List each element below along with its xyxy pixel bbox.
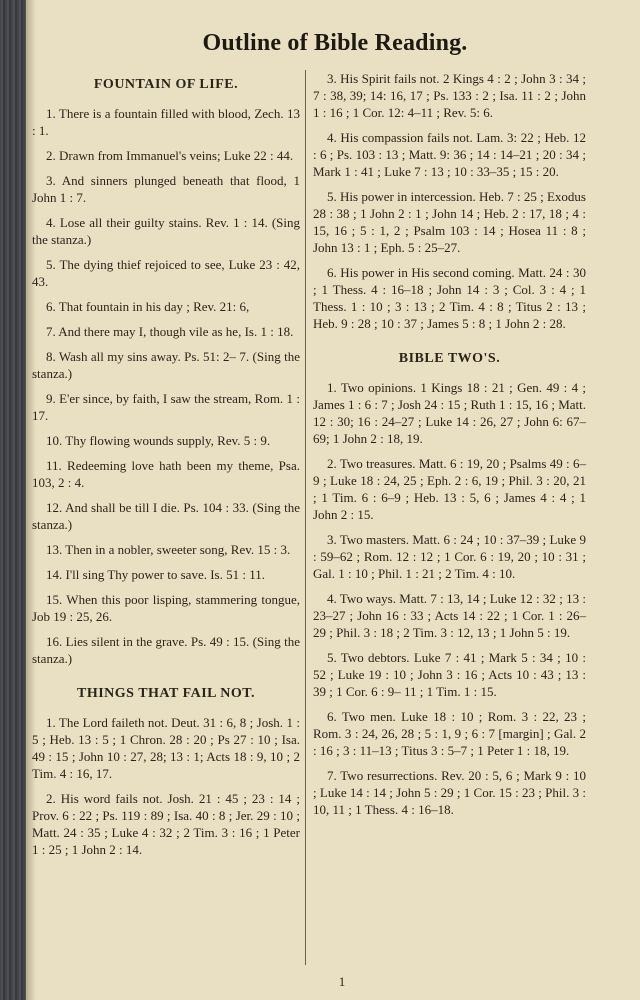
fountain-entry: 9. E'er since, by faith, I saw the stream, Rom. 1 : 17.: [32, 391, 300, 423]
page-number: 1: [338, 974, 346, 989]
fountain-entry: 7. And there may I, though vile as he, Is. 1 : 18.: [46, 324, 294, 339]
fail-not-entry: 6. His power in His second coming. Matt. 24 : 30 ; 1 Thess. 4 : 16–18 ; John 14 : 3 ; Col. 3 : 4 ; 1 Thess. 1 : 10 ; 3 : 13 ; 2 Tim. 4 : 8 ; Titus 2 : 13 ; Heb. 9 : 28 ; 10 : 37 ; James 5 : 8 ; 1 John 2 : 28.: [313, 265, 586, 331]
fountain-entry: 3. And sinners plunged beneath that flood, 1 John 1 : 7.: [32, 173, 300, 205]
page: [30, 0, 640, 1000]
right-column: [313, 70, 586, 826]
fail-not-entry: 3. His Spirit fails not. 2 Kings 4 : 2 ; John 3 : 34 ; 7 : 38, 39; 14: 16, 17 ; Ps. 133 : 2 ; Isa. 11 : 2 ; John 1 : 16 ; 1 Cor. 12: 4–11 ; Rev. 5: 6.: [313, 71, 586, 120]
bible-twos-entry: 6. Two men. Luke 18 : 10 ; Rom. 3 : 22, 23 ; Rom. 3 : 24, 26, 28 ; 5 : 1, 9 ; 6 : 7 [margin] ; Gal. 2 : 16 ; 3 : 11–13 ; Titus 3 : 5–7 ; 1 Peter 1 : 18, 19.: [313, 709, 586, 758]
heading-fountain-of-life: FOUNTAIN OF LIFE.: [93, 77, 239, 92]
heading-bible-twos: BIBLE TWO'S.: [398, 351, 501, 366]
fountain-entry: 4. Lose all their guilty stains. Rev. 1 : 14. (Sing the stanza.): [32, 215, 300, 247]
bible-twos-entry: 5. Two debtors. Luke 7 : 41 ; Mark 5 : 34 ; 10 : 52 ; Luke 19 : 10 ; John 3 : 16 ; Acts 10 : 43 ; 13 : 39 ; 1 Cor. 6 : 9– 11 ; 1 Tim. 1 : 15.: [313, 650, 586, 699]
fountain-entry: 8. Wash all my sins away. Ps. 51: 2– 7. (Sing the stanza.): [32, 349, 300, 381]
bible-twos-entry: 3. Two masters. Matt. 6 : 24 ; 10 : 37–39 ; Luke 9 : 59–62 ; Rom. 12 : 12 ; 1 Cor. 6 : 19, 20 ; 10 : 31 ; Gal. 1 : 10 ; Phil. 1 : 21 ; 2 Tim. 4 : 10.: [313, 532, 586, 581]
fail-not-entry: 2. His word fails not. Josh. 21 : 45 ; 23 : 14 ; Prov. 6 : 22 ; Ps. 119 : 89 ; Isa. 40 : 8 ; Jer. 29 : 10 ; Matt. 24 : 35 ; Luke 4 : 32 ; 2 Tim. 3 : 16 ; 1 Peter 1 : 25 ; 1 John 2 : 14.: [32, 791, 300, 857]
fountain-entry: 13. Then in a nobler, sweeter song, Rev. 15 : 3.: [46, 542, 291, 557]
bible-twos-entry: 4. Two ways. Matt. 7 : 13, 14 ; Luke 12 : 32 ; 13 : 23–27 ; John 16 : 33 ; Acts 14 : 22 ; 1 Cor. 1 : 26–29 ; Phil. 3 : 18 ; 2 Tim. 3 : 12, 13 ; 1 John 5 : 19.: [313, 591, 586, 640]
fail-not-entry: 1. The Lord faileth not. Deut. 31 : 6, 8 ; Josh. 1 : 5 ; Heb. 13 : 5 ; 1 Chron. 28 : 20 ; Ps 27 : 10 ; Isa. 49 : 15 ; John 10 : 27, 28; 13 : 1; Acts 18 : 9, 10 ; 2 Tim. 4 : 16, 17.: [32, 715, 300, 781]
fountain-entry: 2. Drawn from Immanuel's veins; Luke 22 : 44.: [46, 148, 294, 163]
bible-twos-entry: 1. Two opinions. 1 Kings 18 : 21 ; Gen. 49 : 4 ; James 1 : 6 : 7 ; Josh 24 : 15 ; Ruth 1 : 15, 16 ; Matt. 12 : 30; 16 : 24–27 ; Luke 14 : 26, 27 ; John 6: 67–69; 1 John 2 : 18, 19.: [313, 380, 587, 446]
column-divider: [305, 70, 306, 965]
heading-things-that-fail-not: THINGS THAT FAIL NOT.: [76, 686, 256, 701]
fountain-entry: 12. And shall be till I die. Ps. 104 : 33. (Sing the stanza.): [32, 500, 300, 532]
bible-twos-entry: 7. Two resurrections. Rev. 20 : 5, 6 ; Mark 9 : 10 ; Luke 14 : 14 ; John 5 : 29 ; 1 Cor. 15 : 23 ; Phil. 3 : 10, 11 ; 1 Thess. 4 : 16–18.: [313, 768, 586, 817]
fountain-entry: 11. Redeeming love hath been my theme, Psa. 103, 2 : 4.: [32, 458, 300, 490]
fail-not-entry: 4. His compassion fails not. Lam. 3: 22 ; Heb. 12 : 6 ; Ps. 103 : 13 ; Matt. 9: 36 ; 14 : 14–21 ; 20 : 34 ; Mark 1 : 41 ; Luke 7 : 13 ; 10 : 33–35 ; 15 : 20.: [313, 130, 586, 179]
page-title: Outline of Bible Reading.: [202, 30, 468, 56]
fountain-entry: 10. Thy flowing wounds supply, Rev. 5 : 9.: [46, 433, 271, 448]
fail-not-entry: 5. His power in intercession. Heb. 7 : 25 ; Exodus 28 : 38 ; 1 John 2 : 1 ; John 14 ; Heb. 2 : 17, 18 ; 4 : 15, 16 ; 5 : 1, 2 ; Psalm 103 : 14 ; Hosea 11 : 8 ; John 13 : 1 ; Eph. 5 : 25–27.: [313, 189, 586, 255]
fountain-entry: 14. I'll sing Thy power to save. Is. 51 : 11.: [46, 567, 265, 582]
fountain-entry: 5. The dying thief rejoiced to see, Luke 23 : 42, 43.: [32, 257, 300, 289]
book-spine: [0, 0, 26, 1000]
fountain-entry: 1. There is a fountain filled with blood, Zech. 13 : 1.: [32, 106, 300, 138]
left-column: [32, 70, 300, 866]
fountain-entry: 6. That fountain in his day ; Rev. 21: 6,: [46, 299, 250, 314]
fountain-entry: 16. Lies silent in the grave. Ps. 49 : 15. (Sing the stanza.): [32, 634, 300, 666]
bible-twos-entry: 2. Two treasures. Matt. 6 : 19, 20 ; Psalms 49 : 6–9 ; Luke 18 : 24, 25 ; Eph. 2 : 6, 19 ; Phil. 3 : 20, 21 ; 1 Tim. 6 : 6–9 ; Heb. 13 : 5, 6 ; James 4 : 4 ; 1 John 2 : 15.: [313, 456, 586, 522]
fountain-entry: 15. When this poor lisping, stammering tongue, Job 19 : 25, 26.: [32, 592, 300, 624]
